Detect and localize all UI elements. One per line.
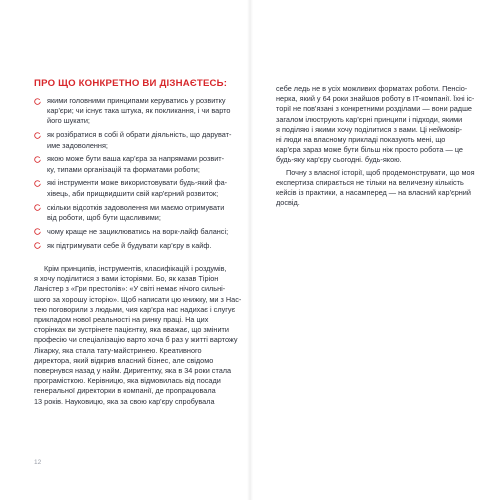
text-line: загалом ілюструють кар'єрні принципи і підходи, якими	[276, 114, 463, 124]
section-heading: ПРО ЩО КОНКРЕТНО ВИ ДІЗНАЄТЕСЬ:	[34, 78, 228, 89]
bullet-line: якою може бути ваша кар'єра за напрямами розвит-	[47, 154, 225, 164]
bullet-arc-icon	[34, 180, 41, 187]
bullet-line: якими головними принципами керуватись у розвитку	[47, 96, 226, 105]
bullet-line: як підтримувати себе й будувати кар'єру в кайф.	[47, 240, 212, 250]
bullet-line: як розібратися в собі й обрати діяльність, що даруват-	[47, 130, 232, 140]
bullet-list	[34, 96, 244, 254]
bullet-line: скільки відсотків задоволення ми маємо отримувати	[47, 202, 225, 212]
text-line: повернувся назад у найм. Диригентку, яка в 34 роки стала	[34, 366, 232, 376]
bullet-item	[34, 178, 244, 198]
bullet-arc-icon	[34, 242, 41, 249]
bullet-item	[34, 203, 244, 223]
text-line: Почну з власної історії, щоб продемонструвати, що моя	[286, 167, 475, 177]
page-number: 12	[34, 459, 42, 466]
bullet-line: хівець, аби прищвидшити свій кар'єрний розвиток;	[47, 188, 219, 198]
text-line: професію чи спеціалізацію варто хоча б раз у житті вартожу	[34, 335, 238, 345]
bullet-item	[34, 241, 244, 251]
text-line: нерка, який у 64 роки знайшов роботу в IT-компанії. Їхні іс-	[276, 94, 475, 104]
left-body-paragraph	[34, 264, 246, 407]
text-line: генеральної директорки в компанії, де пропрацювала	[34, 386, 216, 396]
bullet-line: його шукати;	[47, 116, 90, 126]
text-line: експертиза спирається не тільки на величезну кількість	[276, 177, 464, 187]
bullet-item	[34, 227, 244, 237]
bullet-line: име задоволення;	[47, 140, 108, 150]
text-line: досвід.	[276, 198, 300, 208]
bullet-line: чому краще не зациклюватись на ворк-лайф балансі;	[47, 226, 229, 236]
bullet-line: які інструменти може використовувати будь-який фа-	[47, 178, 228, 188]
bullet-arc-icon	[34, 132, 41, 139]
text-line: шого за хорошу історію». Щоб написати цю книжку, ми з Нас-	[34, 294, 242, 304]
right-body	[276, 84, 491, 208]
text-line: ні люди на власному прикладі показують мені, що	[276, 135, 446, 145]
bullet-line: від роботи, щоб бути щасливими;	[47, 212, 161, 222]
text-line: прикладом нової реальності на ринку праці. На цих	[34, 315, 209, 325]
bullet-item	[34, 154, 244, 174]
text-line: я поділяю і якими хочу поділитися з вами. Ці неймовір-	[276, 124, 463, 134]
bullet-item	[34, 96, 244, 127]
bullet-item	[34, 130, 244, 150]
text-line: тею поговорили з людьми, чия кар'єра нас надихає і слугує	[34, 304, 236, 314]
text-line: програмісткою. Керівницю, яка відмовилась від посади	[34, 376, 221, 386]
text-line: кейсів із практики, а насамперед — на власний кар'єрний	[276, 188, 471, 198]
text-line: будь-яку кар'єру сьогодні. будь-якою.	[276, 155, 402, 165]
bullet-line: кар'єри; чи існує така штука, як покликання, і чи варто	[47, 106, 231, 116]
text-line: сторінках ви зустрінете пацієнтку, яка вважає, що змінити	[34, 325, 229, 335]
right-page	[250, 0, 500, 500]
text-line: кар'єра зараз може бути більш ніж просто робота — це	[276, 145, 463, 155]
bullet-arc-icon	[34, 98, 41, 105]
text-line: 13 років. Науковицю, яка за свою кар'єру спробувала	[34, 396, 215, 406]
right-paragraph-2	[276, 168, 491, 209]
text-line: директора, який відкрив власний бізнес, але свідомо	[34, 355, 214, 365]
bullet-line: ку, типами організацій та форматами роботи;	[47, 164, 200, 174]
text-line: я хочу поділитися з вами історіями. Бо, як казав Тіріон	[34, 274, 219, 284]
bullet-arc-icon	[34, 204, 41, 211]
text-line: торії не пов'язані з конкретними розділами — вони радше	[276, 104, 472, 114]
text-line: себе ледь не в усіх можливих форматах роботи. Пенсіо-	[276, 84, 468, 93]
bullet-arc-icon	[34, 228, 41, 235]
text-line: Ланістер з «Гри престолів»: «У світі немає нічого сильні-	[34, 284, 226, 294]
bullet-arc-icon	[34, 156, 41, 163]
right-paragraph-1	[276, 84, 491, 166]
text-line: Лікарку, яка стала тату-майстринею. Креативного	[34, 345, 202, 355]
text-line: Крім принципів, інструментів, класифікацій і роздумів,	[44, 264, 227, 273]
